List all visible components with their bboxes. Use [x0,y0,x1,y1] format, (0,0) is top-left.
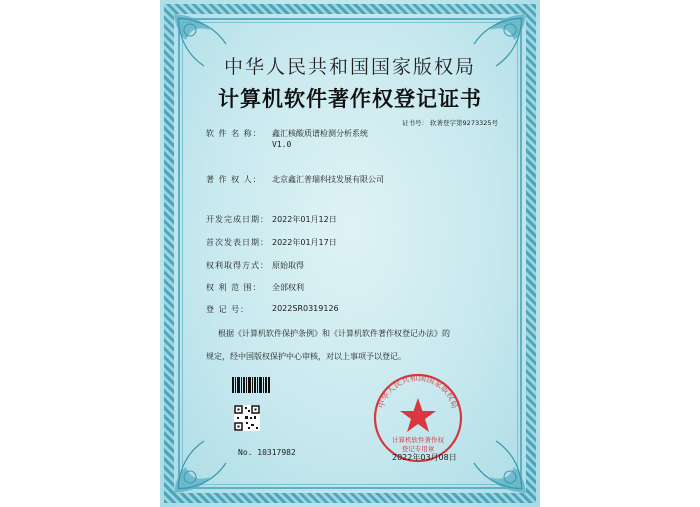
issue-date: 2022年03月08日 [392,453,457,462]
field-value: 北京鑫汇普瑞科技发展有限公司 [272,175,384,184]
field-acquisition-method [206,260,304,271]
field-label: 开发完成日期： [206,215,269,224]
certificate-number [400,118,498,127]
field-copyright-owner [206,174,384,185]
field-label: 著 作 权 人： [206,175,262,184]
field-value: 全部权利 [272,283,304,292]
qr-code-icon [234,405,260,431]
field-registration-number [206,304,339,315]
issuer-title: 中华人民共和国国家版权局 [223,56,476,78]
field-label: 权利取得方式： [206,261,269,270]
field-rights-scope [206,282,304,293]
corner-ornament-icon [468,435,530,497]
field-first-publish-date [206,237,337,248]
statement-line-1: 根据《计算机软件保护条例》和《计算机软件著作权登记办法》的 [218,329,450,338]
field-value-version: V1.0 [272,140,292,149]
barcode-icon [232,377,270,393]
field-value: 2022年01月17日 [272,238,337,247]
field-label: 权 利 范 围： [206,283,262,292]
field-value: 2022SR0319126 [272,304,339,313]
field-value: 鑫汇核酸质谱检测分析系统 [272,129,368,138]
field-label: 登 记 号： [206,305,250,314]
certificate-title: 计算机软件著作权登记证书 [218,87,482,111]
field-completion-date [206,214,337,225]
field-value: 原始取得 [272,261,304,270]
seal-inner-line-2: 登记专用章 [401,445,435,453]
field-label: 软 件 名 称： [206,129,262,138]
field-value: 2022年01月12日 [272,215,337,224]
corner-ornament-icon [170,435,232,497]
field-label: 首次发表日期： [206,238,269,247]
certificate-number-label: 证书号： [402,119,429,127]
seal-outer-text: 中华人民共和国国家版权局 [376,373,460,410]
official-seal-icon [372,372,464,464]
certificate-number-value: 软著登字第9273325号 [430,119,498,127]
statement-line-2: 规定，经中国版权保护中心审核，对以上事项予以登记。 [206,352,406,361]
field-software-name [206,128,368,149]
seal-inner-line-1: 计算机软件著作权 [392,436,444,444]
certificate [160,0,540,507]
serial-number: No. 10317982 [238,448,296,457]
